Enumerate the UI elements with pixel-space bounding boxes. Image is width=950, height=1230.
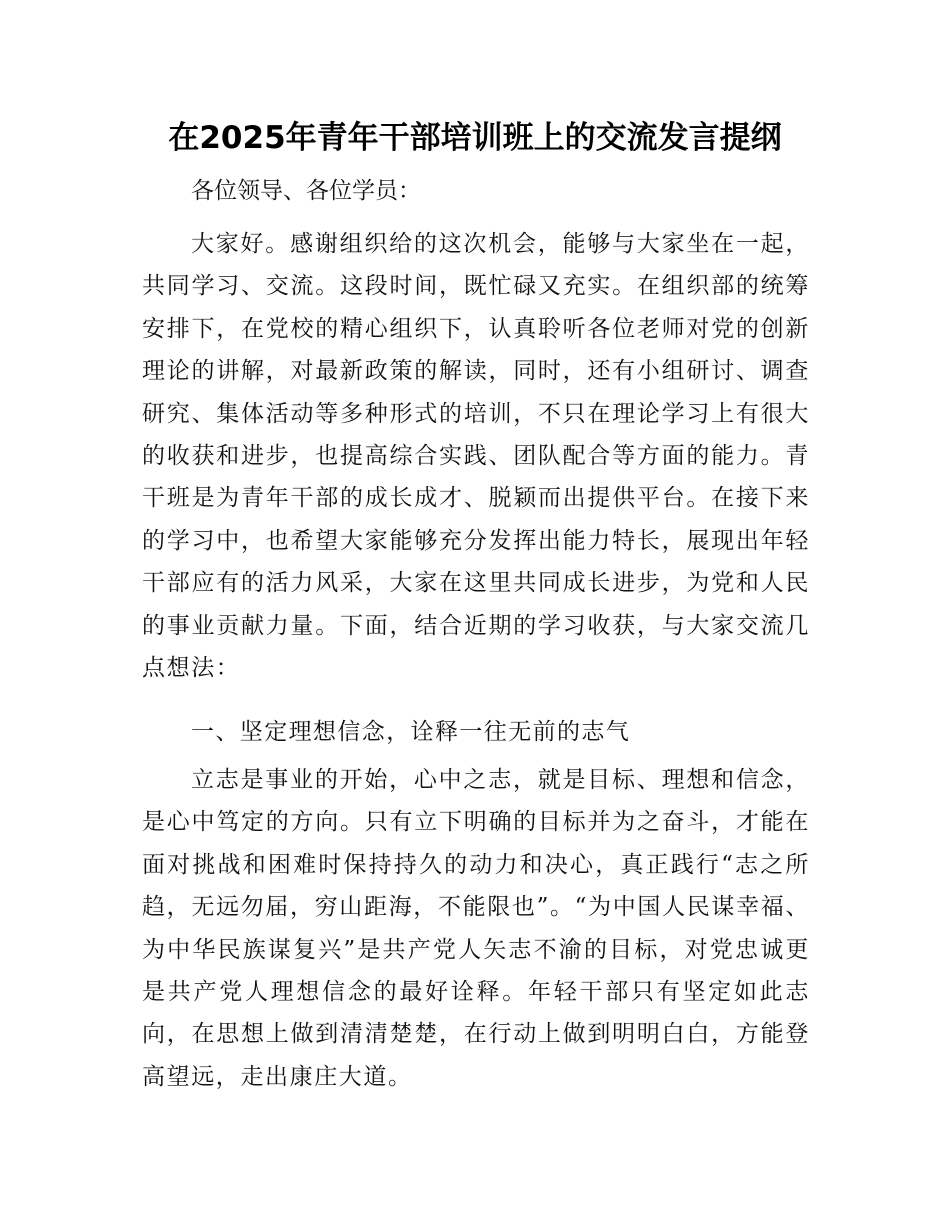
section-heading-1: 一、坚定理想信念，诠释一往无前的志气	[191, 719, 631, 745]
greeting-line: 各位领导、各位学员：	[191, 178, 421, 204]
document-title: 在2025年青年干部培训班上的交流发言提纲	[168, 120, 782, 156]
paragraph-intro: 大家好。感谢组织给的这次机会，能够与大家坐在一起，共同学习、交流。这段时间，既忙碌又充实。在组织部的统筹安排下，在党校的精心组织下，认真聆听各位老师对党的创新理论的讲解，对最新政策的解读，同时，还有小组研讨、调查研究、集体活动等多种形式的培训，不只在理论学习上有很大的收获和进步，也提高综合实践、团队配合等方面的能力。青干班是为青年干部的成长成才、脱颖而出提供平台。在接下来的学习中，也希望大家能够充分发挥出能力特长，展现出年轻干部应有的活力风采，大家在这里共同成长进步，为党和人民的事业贡献力量。下面，结合近期的学习收获，与大家交流几点想法：	[142, 231, 810, 682]
paragraph-section-1: 立志是事业的开始，心中之志，就是目标、理想和信念，是心中笃定的方向。只有立下明确的目标并为之奋斗，才能在面对挑战和困难时保持持久的动力和决心，真正践行“志之所趋，无远勿届，穷山距海，不能限也”。“为中国人民谋幸福、为中华民族谋复兴”是共产党人矢志不渝的目标，对党忠诚更是共产党人理想信念的最好诠释。年轻干部只有坚定如此志向，在思想上做到清清楚楚，在行动上做到明明白白，方能登高望远，走出康庄大道。	[142, 767, 810, 1090]
